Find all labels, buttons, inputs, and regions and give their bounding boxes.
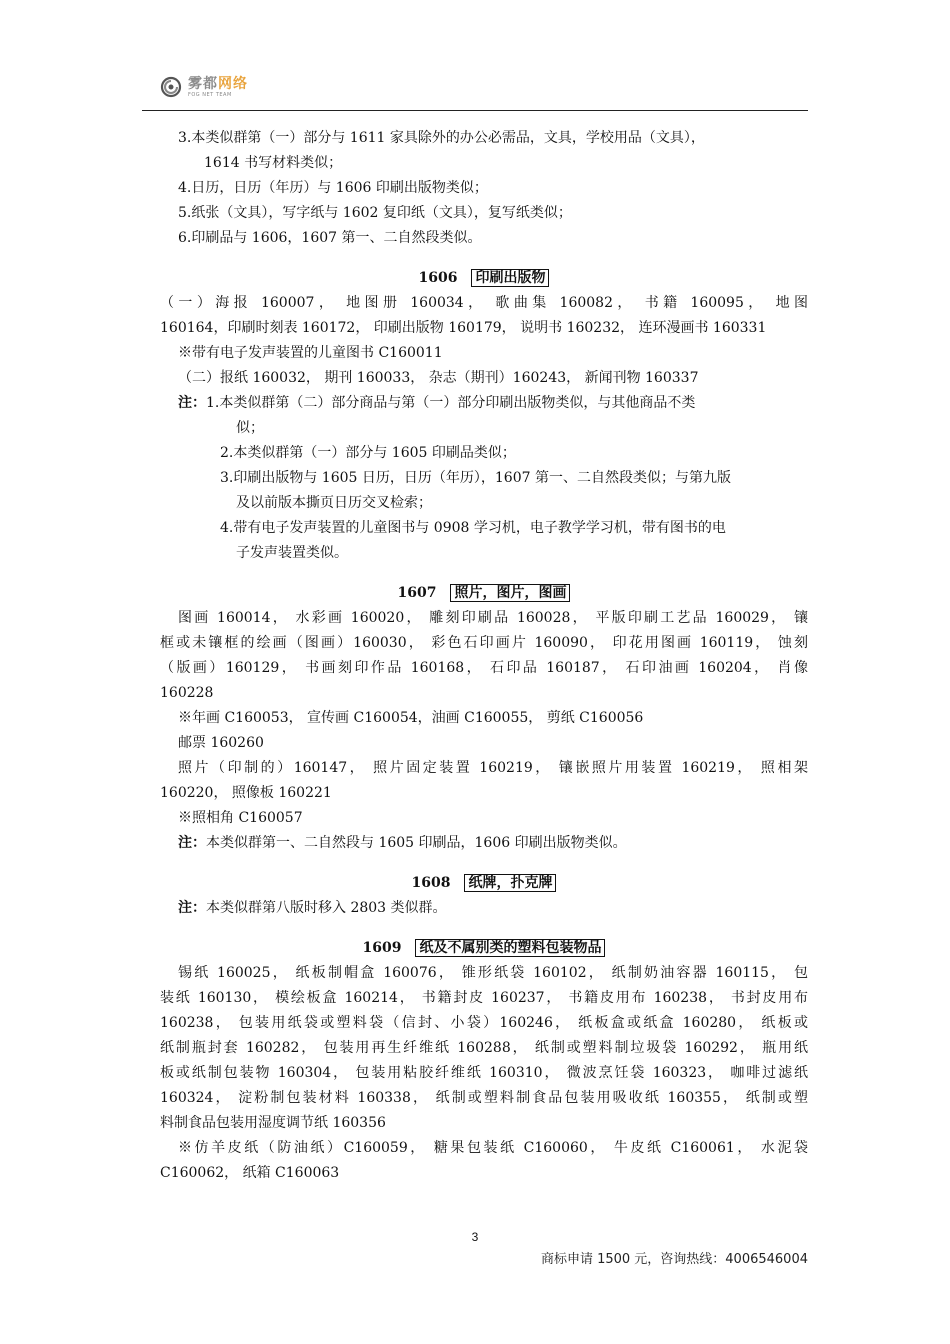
logo-subtitle: FOG NET TEAM [188, 91, 232, 98]
text-line: （一）海报 160007， 地图册 160034， 歌曲集 160082， 书籍 160095， 地图 [160, 295, 808, 311]
footer-text: 商标申请 1500 元，咨询热线：4006546004 [540, 1252, 808, 1267]
text-line: ※年画 C160053， 宣传画 C160054，油画 C160055， 剪纸 C160056 [178, 710, 644, 726]
text-line: 160164，印刷时刻表 160172， 印刷出版物 160179， 说明书 160232， 连环漫画书 160331 [160, 320, 767, 336]
section-heading-1609 [160, 936, 808, 961]
logo [160, 76, 248, 98]
text-line: （版画）160129， 书画刻印作品 160168， 石印品 160187， 石印油画 160204， 肖像 [160, 660, 808, 676]
logo-icon [160, 76, 182, 98]
document-body [160, 126, 808, 1186]
text-line: 5.纸张（文具），写字纸与 1602 复印纸（文具），复写纸类似； [178, 205, 572, 221]
section-heading-1607 [160, 581, 808, 606]
text-line: ※照相角 C160057 [178, 810, 303, 826]
section-title: 照片，图片，图画 [450, 584, 570, 602]
text-line: （二）报纸 160032， 期刊 160033， 杂志（期刊）160243， 新闻刊物 160337 [178, 370, 699, 386]
note-line: 2.本类似群第（一）部分与 1605 印刷品类似； [220, 445, 516, 461]
text-line: 料制食品包装用湿度调节纸 160356 [160, 1115, 386, 1131]
section-code: 1606 [418, 270, 458, 286]
note-line: 注：1.本类似群第（二）部分商品与第（一）部分印刷出版物类似，与其他商品不类 [178, 395, 696, 411]
text-line: 3.本类似群第（一）部分与 1611 家具除外的办公必需品，文具，学校用品（文具）， [178, 130, 705, 146]
section-heading-1606 [160, 266, 808, 291]
text-line: 装纸 160130， 模绘板盒 160214， 书籍封皮 160237， 书籍皮用布 160238， 书封皮用布 [160, 990, 808, 1006]
text-line: 照片（印制的）160147， 照片固定装置 160219， 镶嵌照片用装置 160219， 照相架 [178, 760, 808, 776]
note-line: 4.带有电子发声装置的儿童图书与 0908 学习机，电子教学学习机，带有图书的电 [220, 520, 726, 536]
section-code: 1608 [411, 875, 451, 891]
text-line: ※仿羊皮纸（防油纸）C160059， 糖果包装纸 C160060， 牛皮纸 C160061， 水泥袋 [178, 1140, 808, 1156]
logo-name: 雾都网络 [188, 75, 248, 92]
note-line: 子发声装置类似。 [236, 545, 348, 561]
section-title: 纸牌，扑克牌 [464, 874, 556, 892]
note-line: 注：本类似群第一、二自然段与 1605 印刷品，1606 印刷出版物类似。 [178, 835, 627, 851]
section-title: 印刷出版物 [471, 269, 549, 287]
note-line: 及以前版本撕页日历交叉检索； [236, 495, 432, 511]
text-line: 锡纸 160025， 纸板制帽盒 160076， 锥形纸袋 160102， 纸制奶油容器 160115， 包 [178, 965, 808, 981]
text-line: 6.印刷品与 1606，1607 第一、二自然段类似。 [178, 230, 482, 246]
text-line: 1614 书写材料类似； [204, 155, 343, 171]
page-number: 3 [471, 1230, 479, 1244]
text-line: C160062， 纸箱 C160063 [160, 1165, 340, 1181]
section-code: 1609 [362, 940, 402, 956]
page-header [142, 72, 808, 111]
text-line: ※带有电子发声装置的儿童图书 C160011 [178, 345, 443, 361]
note-label: 注： [178, 900, 206, 916]
text-line: 160220， 照像板 160221 [160, 785, 332, 801]
text-line: 160228 [160, 685, 214, 701]
note-label: 注： [178, 835, 206, 851]
section-title: 纸及不属别类的塑料包装物品 [415, 939, 605, 957]
text-line: 160324， 淀粉制包装材料 160338， 纸制或塑料制食品包装用吸收纸 160355， 纸制或塑 [160, 1090, 808, 1106]
text-line: 框或未镶框的绘画（图画）160030， 彩色石印画片 160090， 印花用图画 160119， 蚀刻 [160, 635, 808, 651]
text-line: 纸制瓶封套 160282， 包装用再生纤维纸 160288， 纸制或塑料制垃圾袋 160292， 瓶用纸 [160, 1040, 808, 1056]
section-code: 1607 [397, 585, 437, 601]
section-heading-1608 [160, 871, 808, 896]
text-line: 160238， 包装用纸袋或塑料袋（信封、小袋）160246， 纸板盒或纸盒 160280， 纸板或 [160, 1015, 808, 1031]
text-line: 4.日历，日历（年历）与 1606 印刷出版物类似； [178, 180, 488, 196]
note-label: 注： [178, 395, 206, 411]
note-line: 似； [236, 420, 264, 436]
note-line: 3.印刷出版物与 1605 日历，日历（年历），1607 第一、二自然段类似；与第九版 [220, 470, 731, 486]
text-line: 板或纸制包装物 160304， 包装用粘胶纤维纸 160310， 微波烹饪袋 160323， 咖啡过滤纸 [160, 1065, 808, 1081]
text-line: 邮票 160260 [178, 735, 264, 751]
note-line: 注：本类似群第八版时移入 2803 类似群。 [178, 900, 447, 916]
text-line: 图画 160014， 水彩画 160020， 雕刻印刷品 160028， 平版印刷工艺品 160029， 镶 [178, 610, 808, 626]
